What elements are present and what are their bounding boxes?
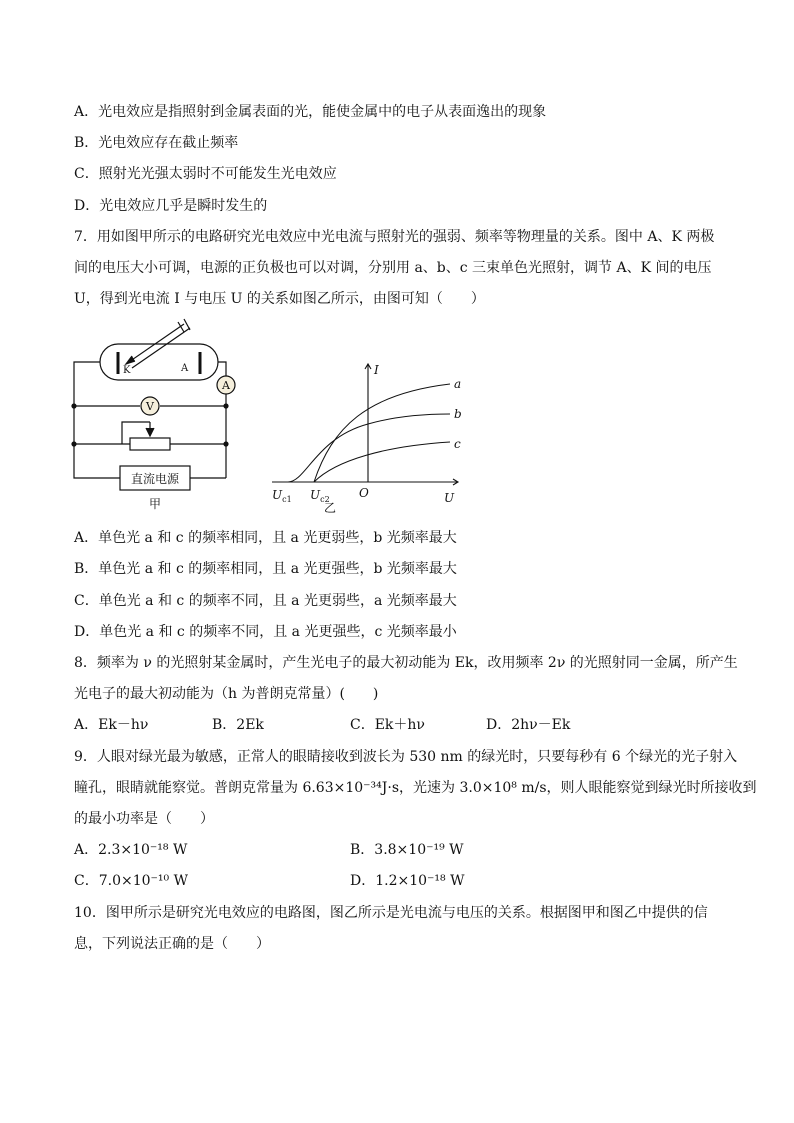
uc2-label: $U_{c2}$ xyxy=(310,488,330,504)
junction-dot xyxy=(224,404,228,408)
uc1-label: $U_{c1}$ xyxy=(272,488,292,504)
curve-c xyxy=(314,442,450,482)
circuit-caption: 甲 xyxy=(148,497,162,511)
anode-label: A xyxy=(181,363,189,374)
dc-source-label: 直流电源 xyxy=(130,472,180,486)
q8-option-a: A．Ek－hν xyxy=(74,717,149,733)
q8-options-row xyxy=(74,715,734,735)
q9-options-row-2 xyxy=(74,871,734,891)
q8-stem-line-1: 8．频率为 ν 的光照射某金属时，产生光电子的最大初动能为 Ek，改用频率 2ν 的光照射同一金属，所产生 xyxy=(74,655,738,671)
q10-stem-line-1: 10．图甲所示是研究光电效应的电路图，图乙所示是光电流与电压的关系。根据图甲和图乙中提供的信 xyxy=(74,905,708,921)
q7-option-a: A．单色光 a 和 c 的频率相同，且 a 光更弱些，b 光频率最大 xyxy=(74,530,457,546)
q6-option-d: D．光电效应几乎是瞬时发生的 xyxy=(74,198,268,214)
q8-option-b: B．2Ek xyxy=(212,717,264,733)
q8-option-d: D．2hν－Ek xyxy=(486,717,571,733)
curve-c-label: c xyxy=(454,437,461,451)
rheostat xyxy=(130,438,170,450)
origin-label: O xyxy=(359,486,369,500)
q9-option-a: A．2.3×10⁻¹⁸ W xyxy=(74,842,188,858)
ammeter-label: A xyxy=(222,379,230,392)
voltmeter-label: V xyxy=(146,400,154,413)
junction-dot xyxy=(224,442,228,446)
rheostat-slider-arrow xyxy=(146,428,154,436)
q9-stem-line-2: 瞳孔，眼睛就能察觉。普朗克常量为 6.63×10⁻³⁴J·s，光速为 3.0×10⁸ m/s，则人眼能察觉到绿光时所接收到 xyxy=(74,780,757,796)
q6-option-b: B．光电效应存在截止频率 xyxy=(74,135,239,151)
curve-b xyxy=(288,414,450,482)
cathode-label: K xyxy=(123,365,131,376)
q8-stem-line-2: 光电子的最大初动能为（h 为普朗克常量）( ) xyxy=(74,686,379,702)
q9-option-c: C．7.0×10⁻¹⁰ W xyxy=(74,873,188,889)
q7-option-d: D．单色光 a 和 c 的频率不同，且 a 光更强些，c 光频率最小 xyxy=(74,624,457,640)
q6-option-a: A．光电效应是指照射到金属表面的光，能使金属中的电子从表面逸出的现象 xyxy=(74,104,547,120)
q6-option-c: C．照射光光强太弱时不可能发生光电效应 xyxy=(74,166,337,182)
q7-option-b: B．单色光 a 和 c 的频率相同，且 a 光更强些，b 光频率最大 xyxy=(74,561,457,577)
q7-stem-line-1: 7．用如图甲所示的电路研究光电效应中光电流与照射光的强弱、频率等物理量的关系。图中 A、K 两极 xyxy=(74,229,715,245)
rheostat-slider-wire xyxy=(122,422,150,444)
q9-stem-line-3: 的最小功率是（ ） xyxy=(74,811,214,827)
q9-option-b: B．3.8×10⁻¹⁹ W xyxy=(350,842,464,858)
q10-stem-line-2: 息，下列说法正确的是（ ） xyxy=(74,936,270,952)
q8-option-c: C．Ek＋hν xyxy=(350,717,425,733)
q7-option-c: C．单色光 a 和 c 的频率不同，且 a 光更弱些，a 光频率最大 xyxy=(74,593,457,609)
iu-graph xyxy=(272,363,462,515)
junction-dot xyxy=(72,442,76,446)
q7-stem-line-3: U，得到光电流 I 与电压 U 的关系如图乙所示，由图可知（ ） xyxy=(74,291,485,307)
y-axis-label: I xyxy=(374,363,379,377)
q9-stem-line-1: 9．人眼对绿光最为敏感，正常人的眼睛接收到波长为 530 nm 的绿光时，只要每秒有 6 个绿光的光子射入 xyxy=(74,749,738,765)
junction-dot xyxy=(72,404,76,408)
q9-options-row-1 xyxy=(74,840,734,860)
graph-caption: 乙 xyxy=(324,501,337,515)
q7-stem-line-2: 间的电压大小可调，电源的正负极也可以对调，分别用 a、b、c 三束单色光照射，调节 A、K 间的电压 xyxy=(74,260,712,276)
q7-figure xyxy=(66,318,476,518)
q9-option-d: D．1.2×10⁻¹⁸ W xyxy=(350,873,465,889)
curve-a-label: a xyxy=(454,377,462,391)
curve-b-label: b xyxy=(454,407,462,421)
wire-right-top xyxy=(218,362,226,376)
x-axis-label: U xyxy=(444,491,455,505)
